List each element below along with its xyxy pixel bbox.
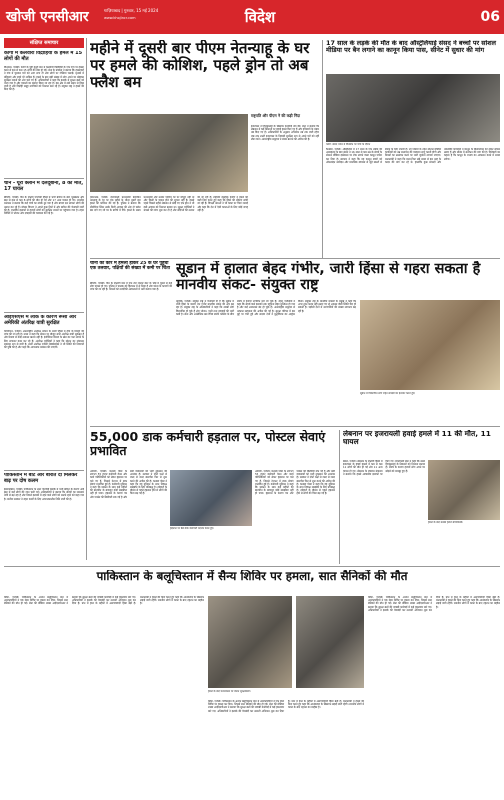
- page-number: 06: [480, 9, 500, 25]
- sidebar-item-body: बीजिंग, एजेंसी। चीन के दक्षिण पश्चिमी हिस्से में भारी बारिश के बाद भूस्खलन और बाढ़ से कम से कम 8 लोगों की मौत हो गई और 17 अन्य घायल हो गए। स्थानीय प्रशासन ने बताया कि कई गांवों का संपर्क टूट गया है और बचाव दल लापता लोगों की तलाश कर रहे हैं। मौसम विभाग ने अगले कुछ दिनों में और बारिश की चेतावनी जारी की है। प्रभावित इलाकों से हजारों लोगों को सुरक्षित स्थानों पर पहुंचाया गया है। राहत शिविरों में भोजन और दवाइयों की व्यवस्था की गई है।: [4, 196, 84, 216]
- lebanon-photo-caption: हमले के बाद मलबा हटाते बचावकर्मी।: [428, 521, 464, 524]
- masthead-dateline: गाज़ियाबाद | गुरुवार, 15 मई 2024: [104, 8, 159, 13]
- canada-body: ओटावा, एजेंसी। कनाडा पोस्ट के लगभग 55 हजार कर्मचारी वेतन और कार्य परिस्थितियों को लेकर हड़ताल पर चले गए हैं, जिससे देशभर में डाक सेवाएं प्रभावित हुई हैं। कर्मचारी यूनियन ने कहा कि प्रबंधन के साथ कई महीनों की बातचीत के बावजूद कोई समझौता नहीं हो पाया। हड़ताल के कारण पत्र और पार्सल की डिलीवरी रुक गई है और छोटे व्यवसायों को भारी नुकसान की आशंका है। सरकार ने दोनों पक्षों से जल्द से जल्द बातचीत फिर से शुरू करने की अपील की है। कनाडा पोस्ट ने कहा कि वह यूनियन के साथ निष्पक्ष समझौते के लिए प्रतिबद्ध है। त्योहारों के मौसम से पहले हड़ताल होने से लोगों की चिंता बढ़ गई है।: [90, 470, 167, 499]
- divider: [4, 312, 84, 313]
- pakistan-photo-caption: हमले के बाद घटनास्थल पर तैनात सुरक्षाकर्मी।: [208, 690, 251, 693]
- lead-headline: महीने में दूसरी बार पीएम नेतन्याहू के घर पर हमले की कोशिश, पहले ड्रोन तो अब फ्लैश बम: [90, 40, 310, 91]
- lead-body: येरुशलम, एजेंसी। इजरायली प्रधानमंत्री बेंजामिन नेतन्याहू के घर पर एक महीने के भीतर दूसरी बार हमले की कोशिश की गई है। पुलिस ने बताया कि सीजेरिया स्थित उनके निजी आवास की ओर दो फ्लैश बम दागे गए जो घर के बगीचे में गिरे। हमले के समय प्रधानमंत्री और उनका परिवार घर पर मौजूद नहीं था और किसी के घायल होने की सूचना नहीं है। इससे पहले पिछले महीने लेबनान से छोड़े गए एक ड्रोन ने भी इसी आवास को निशाना बनाया था। सुरक्षा एजेंसियों ने मामले की जांच शुरू कर दी है और संदिग्धों की तलाश की जा रही है। राष्ट्रपति इसहाक हर्जोग ने हमले की कड़ी निंदा करते हुए कहा कि हिंसा की सीमाएं लांघी जा रही हैं। विपक्षी नेताओं ने भी घटना पर चिंता जताई और कहा कि देश में ऐसी घटनाओं के लिए कोई जगह नहीं है।: [90, 196, 248, 212]
- divider: [90, 426, 500, 427]
- sudan-headline: सूडान में हालात बेहद गंभीर, जारी हिंसा से गहरा सकता है मानवीय संकट- संयुक्त राष्ट्र: [176, 261, 481, 294]
- masthead: [0, 0, 504, 34]
- sudan-photo-caption: सूडान में विस्थापित लोग राहत सामग्री का इंतजार करते हुए।: [360, 392, 416, 395]
- divider: [4, 566, 500, 567]
- pakistan-body-right: क्वेटा, एजेंसी। पाकिस्तान के अशांत बलूचिस्तान प्रांत में आतंकवादियों ने एक सैन्य शिविर पर हमला कर दिया, जिसमें सात सैनिकों की मौत हो गई। सेना की मीडिया शाखा आईएसपीआर ने बताया कि सुरक्षा बलों की जवाबी कार्रवाई में कई हमलावर मारे गए। अधिकारियों ने इलाके की घेराबंदी कर तलाशी अभियान शुरू कर दिया है। प्रांत में हाल के महीनों में अलगाववादी हिंसा बढ़ी है। प्रधानमंत्री ने हमले की निंदा करते हुए कहा कि आतंकवाद के खिलाफ लड़ाई जारी रहेगी। स्थानीय लोगों में घटना के बाद दहशत का माहौल है।: [368, 596, 500, 612]
- sidebar-item-title: पाकिस्तान में बोट और बारात दो मिलकर बाढ़ पर दोष कलम: [4, 473, 78, 484]
- column-rule: [339, 430, 340, 564]
- sidebar-item-body: वाशिंगटन, एजेंसी। अंतरराष्ट्रीय अंतरिक्ष स्टेशन के रूसी हिस्से में हवा के रिसाव की जांच की जा रही है। नासा ने कहा कि स्टेशन पर मौजूद सभी अंतरिक्ष यात्री सुरक्षित हैं और रिसाव से कोई तत्काल खतरा नहीं है। इंजीनियर रिसाव के स्रोत का पता लगाने के लिए लगातार काम कर रहे हैं। अंतरिक्ष एजेंसियों ने कहा कि स्टेशन का संचालन सामान्य रूप से जारी है। रूसी अंतरिक्ष एजेंसी रोस्कोस्मोस ने भी स्थिति की निगरानी की पुष्टि की है और कहा कि आवश्यक मरम्मत की जाएगी।: [4, 330, 84, 350]
- lebanon-photo: [428, 460, 500, 520]
- divider: [4, 470, 84, 471]
- lead-body-right: इजरायल ने हिज्बुल्लाह के खिलाफ कार्रवाई तेज की। सेना ने बताया कि लेबनान में कई ठिकानों पर हवाई हमले किए गए हैं और हथियारों के भंडार नष्ट किए गए हैं। अधिकारियों के अनुसार अभियान तब तक जारी रहेगा जब तक उत्तरी इजरायल के निवासी सुरक्षित रूप से अपने घरों को नहीं लौट जाते। अंतरराष्ट्रीय समुदाय ने संयम बरतने की अपील की है।: [251, 125, 319, 141]
- brand-logo: खोजी एनसीआर: [6, 9, 89, 25]
- masthead-website: www.khojincr.com: [104, 16, 136, 20]
- lebanon-body: बेरूत, एजेंसी। लेबनान के दक्षिणी हिस्से में इजरायल के हवाई हमलों में कम से कम 11 लोगों की मौत हो गई और 11 अन्य घायल हो गए। लेबनान के स्वास्थ्य मंत्रालय ने बताया कि हमले आवासीय इलाकों पर किए गए। इजरायली सेना ने कहा कि उसने हिज्बुल्लाह के ठिकानों को निशाना बनाया है। संघर्ष के कारण हजारों लोग अपने घर छोड़ने को मजबूर हुए हैं।: [343, 460, 425, 476]
- canada-body-right: ओटावा, एजेंसी। कनाडा पोस्ट के लगभग 55 हजार कर्मचारी वेतन और कार्य परिस्थितियों को लेकर हड़ताल पर चले गए हैं, जिससे देशभर में डाक सेवाएं प्रभावित हुई हैं। कर्मचारी यूनियन ने कहा कि प्रबंधन के साथ कई महीनों की बातचीत के बावजूद कोई समझौता नहीं हो पाया। हड़ताल के कारण पत्र और पार्सल की डिलीवरी रुक गई है और छोटे व्यवसायों को भारी नुकसान की आशंका है। सरकार ने दोनों पक्षों से जल्द से जल्द बातचीत फिर से शुरू करने की अपील की है। कनाडा पोस्ट ने कहा कि वह यूनियन के साथ निष्पक्ष समझौते के लिए प्रतिबद्ध है। त्योहारों के मौसम से पहले हड़ताल होने से लोगों की चिंता बढ़ गई है।: [255, 470, 335, 496]
- lebanon-headline: लेबनान पर इजरायली हवाई हमले में 11 की मौत, 11 घायल: [343, 430, 491, 447]
- sudan-photo: [360, 300, 500, 390]
- sidebar-item-title: आईएसएस में लीक के कारण रूसी और अमेरिकी अंतरिक्ष यात्री सुरक्षित: [4, 315, 77, 326]
- sidebar: [4, 38, 84, 560]
- canada-photo-caption: हड़ताल पर बैठे डाक कर्मचारी प्रदर्शन करते हुए।: [170, 527, 214, 530]
- pakistan-headline: पाकिस्तान के बलूचिस्तान में सैन्य शिविर पर हमला, सात सैनिकों की मौत: [96, 570, 408, 583]
- right-photo-caption: फोटो: संसद भवन में विधेयक पर चर्चा के दौरान: [326, 143, 371, 146]
- canada-photo: [170, 470, 252, 526]
- sidebar-item-body: किंशासा, एजेंसी। कांगो के पूर्वी इतुरी प्रांत में कलवारी विद्रोहियों के एक गांव पर हमला करने से कम से कम 15 लोगों की मौत हो गई। सेना के प्रवक्ता ने बताया कि हमलावरों ने गांव में घुसकर घरों को आग लगा दी और लोगों पर गोलियां चलाईं। मृतकों में महिलाएं और बच्चे भी शामिल हैं। हमले के बाद बड़ी संख्या में लोग अपने घर छोड़कर सुरक्षित स्थानों की ओर चले गए हैं। अधिकारियों ने कहा कि इलाके में सुरक्षा बलों को भेजा गया है और घायलों का इलाज किया जा रहा है। इस क्षेत्र में लंबे समय से हिंसा जारी है और विद्रोही समूह नागरिकों को निशाना बना रहे हैं। संयुक्त राष्ट्र ने हमले की निंदा की है।: [4, 66, 84, 92]
- lead-photo: [90, 114, 248, 192]
- sidebar-header: संक्षिप्त समाचार: [4, 38, 84, 48]
- pakistan-photo: [208, 596, 292, 688]
- right-photo: [326, 74, 500, 142]
- sidebar-item-body: इस्लामाबाद, एजेंसी। पाकिस्तान के उत्तर पश्चिमी इलाके में भारी बारिश के कारण आई बाढ़ में कई लोगों की जान चली गई। अधिकारियों ने बताया कि नदियों का जलस्तर तेजी से बढ़ रहा है और निचले इलाकों में रहने वाले लोगों को सतर्क रहने को कहा गया है। प्रांतीय सरकार ने राहत कार्यों के लिए आपातकालीन निधि जारी की है।: [4, 488, 84, 501]
- lead-subhead: राष्ट्रपति और पीएम ने की कड़ी निंदा: [251, 113, 300, 118]
- column-rule: [86, 38, 87, 560]
- sidebar-item-title: चीन - यूरो क्लीन में दलदूबानी, 8 की मौत, 17 घायल: [4, 181, 84, 192]
- sudan-body: न्यूयॉर्क, एजेंसी। संयुक्त राष्ट्र ने चेतावनी दी है कि सूडान में जारी हिंसा के कारण देश गंभीर मानवीय संकट की ओर बढ़ रहा है। संयुक्त राष्ट्र के अधिकारियों ने कहा कि लाखों लोग विस्थापित हो चुके हैं और भोजन, पानी तथा दवाइयों की भारी कमी है। सेना और अर्धसैनिक बल रैपिड सपोर्ट फोर्सेज के बीच संघर्ष में हजारों नागरिक मारे जा चुके हैं। राहत एजेंसियों ने कहा कि संघर्ष वाले इलाकों तक पहुंचना बेहद मुश्किल हो गया है और कई अस्पताल बंद हो चुके हैं। अंतरराष्ट्रीय समुदाय से तत्काल सहायता की अपील की गई है। सुरक्षा परिषद में इस मुद्दे पर चर्चा हुई और सदस्य देशों ने युद्धविराम का आह्वान किया। संयुक्त राष्ट्र के मानवीय मामलों के प्रमुख ने कहा कि अगर तुरंत कदम नहीं उठाए गए तो अकाल जैसी स्थिति पैदा हो सकती है। पड़ोसी देशों में शरणार्थियों की संख्या लगातार बढ़ रही है।: [176, 300, 356, 316]
- sidebar-item-title: कांगो में कलवारी विद्रोहियों के हमले में 15 लोगों की मौत: [4, 51, 83, 62]
- right-body: कैनबरा, एजेंसी। ऑस्ट्रेलिया में 17 साल के एक लड़के की आत्महत्या के बाद संसद ने 16 साल से कम उम्र के बच्चों के सोशल मीडिया इस्तेमाल पर रोक लगाने वाला कानून पारित कर दिया है। सरकार ने कहा कि यह कानून बच्चों को ऑनलाइन उत्पीड़न और मानसिक स्वास्थ्य से जुड़े खतरों से बचाने के लिए जरूरी है। नए नियमों के तहत सोशल मीडिया कंपनियों को उम्र सत्यापन की व्यवस्था लागू करनी होगी और नियमों का उल्लंघन करने पर भारी जुर्माना लगाया जाएगा। प्रधानमंत्री ने कहा कि माता-पिता लंबे समय से इस तरह के कदम की मांग कर रहे थे। हालांकि कुछ सांसदों और तकनीकी कंपनियों ने कानून के क्रियान्वयन को लेकर सवाल उठाए हैं और सीनेट में संशोधन की मांग की है। विशेषज्ञों का कहना है कि कानून के प्रभाव का आकलन करने में समय लगेगा।: [326, 148, 500, 164]
- right-headline: 17 साल के लड़के की मौत के बाद ऑस्ट्रेलियाई संसद ने बच्चों पर सोशल मीडिया पर बैन लगाने का कानून किया पास, सीनेट में सुधार की मांग: [326, 40, 496, 55]
- pakistan-body-mid: क्वेटा, एजेंसी। पाकिस्तान के अशांत बलूचिस्तान प्रांत में आतंकवादियों ने एक सैन्य शिविर पर हमला कर दिया, जिसमें सात सैनिकों की मौत हो गई। सेना की मीडिया शाखा आईएसपीआर ने बताया कि सुरक्षा बलों की जवाबी कार्रवाई में कई हमलावर मारे गए। अधिकारियों ने इलाके की घेराबंदी कर तलाशी अभियान शुरू कर दिया है। प्रांत में हाल के महीनों में अलगाववादी हिंसा बढ़ी है। प्रधानमंत्री ने हमले की निंदा करते हुए कहा कि आतंकवाद के खिलाफ लड़ाई जारी रहेगी। स्थानीय लोगों में घटना के बाद दहशत का माहौल है।: [208, 700, 364, 713]
- small-headline: चीनी की कार में हमला होकर 25 के घर पुहुंचा एक तलवार, पक्षियों की संख्या में कमी पर चिंता: [90, 261, 170, 272]
- pakistan-body-left: क्वेटा, एजेंसी। पाकिस्तान के अशांत बलूचिस्तान प्रांत में आतंकवादियों ने एक सैन्य शिविर पर हमला कर दिया, जिसमें सात सैनिकों की मौत हो गई। सेना की मीडिया शाखा आईएसपीआर ने बताया कि सुरक्षा बलों की जवाबी कार्रवाई में कई हमलावर मारे गए। अधिकारियों ने इलाके की घेराबंदी कर तलाशी अभियान शुरू कर दिया है। प्रांत में हाल के महीनों में अलगाववादी हिंसा बढ़ी है। प्रधानमंत्री ने हमले की निंदा करते हुए कहा कि आतंकवाद के खिलाफ लड़ाई जारी रहेगी। स्थानीय लोगों में घटना के बाद दहशत का माहौल है।: [4, 596, 204, 606]
- divider: [90, 258, 500, 259]
- pakistan-photo-2: [296, 596, 364, 688]
- canada-headline: 55,000 डाक कर्मचारी हड़ताल पर, पोस्टल सेवाएं प्रभावित: [90, 430, 326, 458]
- section-title: विदेश: [244, 8, 276, 26]
- divider: [4, 178, 84, 179]
- small-body: बीजिंग, एजेंसी। चीन के दक्षिणी प्रांत में एक तेज रफ्तार कार के भीड़ में घुसने से कई लोग घायल हो गए। पुलिस ने चालक को हिरासत में ले लिया है और घटना के कारणों की जांच की जा रही है। घायलों को नजदीकी अस्पतालों में भर्ती कराया गया है।: [90, 282, 172, 292]
- column-rule: [322, 40, 323, 258]
